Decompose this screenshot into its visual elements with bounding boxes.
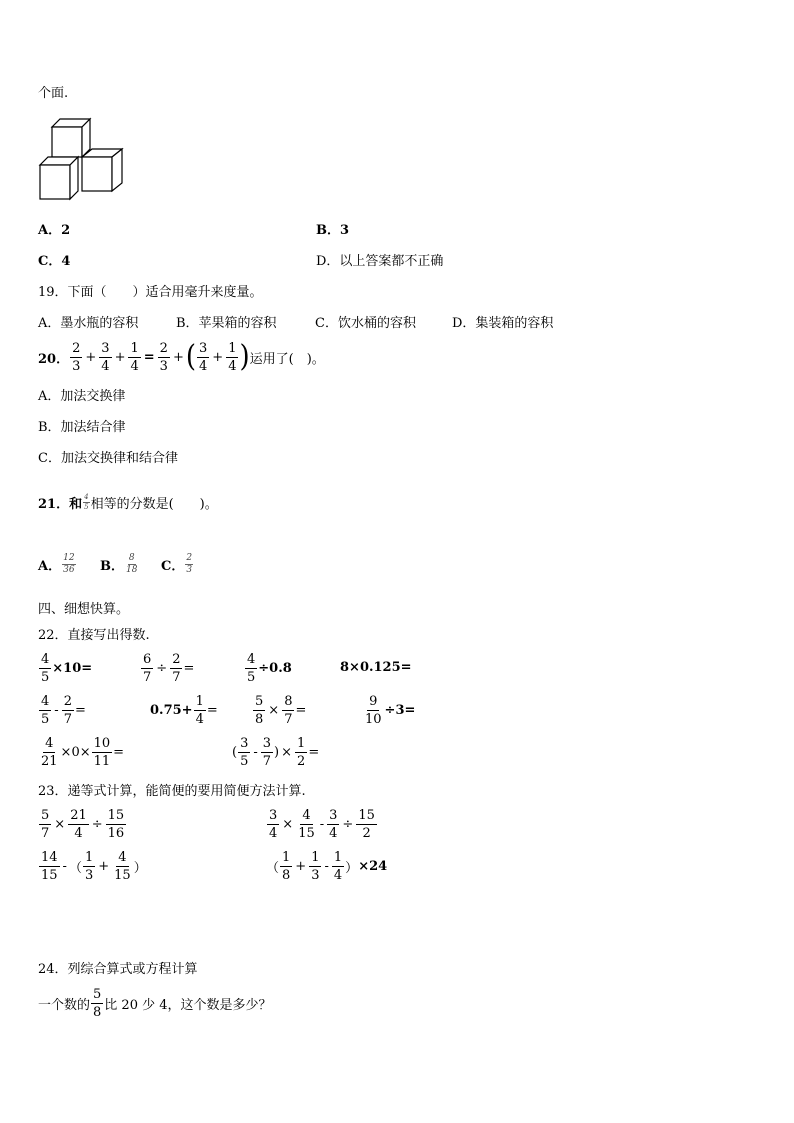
q22-expr-8: $\frac{9}{10}$ ÷3=: [365, 693, 416, 727]
q19-option-a: A．墨水瓶的容积: [38, 316, 139, 331]
q20-stem: 20． $\frac{2}{3}$ + $\frac{3}{4}$ + $\frac{1}{4}$ = $\frac{2}{3}$ + ( $\frac{3}{4}$ + $\frac{1}{4}$ ) 运用了( )。: [38, 339, 325, 375]
fraction: $\frac{1}{2}$: [297, 735, 306, 769]
fraction: $\frac{5}{8}$: [255, 693, 264, 727]
fraction: $\frac{1}{4}$: [333, 849, 343, 883]
cube-stack-figure: [38, 115, 128, 205]
fraction: $\frac{4}{5}$: [247, 651, 256, 685]
fraction: $\frac{3}{4}$: [199, 340, 208, 374]
q22-expr-9: $\frac{4}{21}$ ×0× $\frac{10}{11}$ =: [41, 735, 125, 769]
q22-expr-4: 8×0.125=: [340, 660, 412, 675]
fraction: $\frac{3}{4}$: [329, 807, 338, 841]
fraction: $\frac{1}{4}$: [195, 693, 204, 727]
fraction: $\frac{1}{4}$: [228, 340, 237, 374]
q24-problem: 一个数的 $\frac{5}{8}$ 比 20 少 4，这个数是多少？: [38, 986, 272, 1020]
fraction: $\frac{3}{7}$: [262, 735, 272, 769]
q23-expr-2: $\frac{3}{4}$ × $\frac{4}{15}$ - $\frac{3}{4}$ ÷ $\frac{15}{2}$: [269, 807, 375, 841]
bottom-left-cube: [40, 165, 70, 199]
fraction: $\frac{1}{3}$: [84, 849, 94, 883]
fraction: $\frac{2}{3}$: [72, 340, 81, 374]
q19-option-b: B．苹果箱的容积: [176, 316, 277, 331]
fraction: $\frac{10}{11}$: [93, 735, 111, 769]
q21-option-a: A． $\frac{12}{36}$: [38, 552, 75, 575]
top-cube-front-face: [52, 127, 82, 157]
fraction: $\frac{8}{18}$: [126, 552, 138, 575]
fraction: $\frac{5}{8}$: [93, 986, 102, 1020]
section-heading: 四、细想快算。: [38, 602, 130, 617]
q19-stem: 19．下面（ ）适合用毫升来度量。: [38, 285, 263, 300]
fraction: $\frac{21}{4}$: [70, 807, 87, 841]
q22-expr-3: $\frac{4}{5}$ ÷0.8: [247, 651, 292, 685]
q21-option-c: C． $\frac{2}{3}$: [161, 552, 193, 575]
q23-stem: 23．递等式计算，能简便的要用简便方法计算.: [38, 784, 306, 799]
fraction: $\frac{1}{8}$: [282, 849, 291, 883]
bottom-right-cube: [82, 157, 112, 191]
fraction: $\frac{3}{4}$: [269, 807, 278, 841]
q19-option-d: D．集装箱的容积: [452, 316, 554, 331]
q18-option-d: D．以上答案都不正确: [316, 254, 444, 269]
q21-option-b: B． $\frac{8}{18}$: [100, 552, 138, 575]
q18-option-c: C．4: [38, 254, 71, 269]
q18-option-b: B．3: [316, 223, 350, 238]
q22-expr-1: $\frac{4}{5}$ ×10=: [41, 651, 93, 685]
fraction: $\frac{15}{16}$: [107, 807, 125, 841]
q22-expr-7: $\frac{5}{8}$ × $\frac{8}{7}$ =: [255, 693, 307, 727]
q23-expr-3: $\frac{14}{15}$ - （ $\frac{1}{3}$ + $\frac{4}{15}$ ）: [41, 849, 147, 883]
fraction: $\frac{3}{4}$: [101, 340, 110, 374]
fraction: $\frac{8}{7}$: [284, 693, 293, 727]
q22-expr-10: ( $\frac{3}{5}$ - $\frac{3}{7}$ ) × $\frac{1}{2}$ =: [232, 735, 320, 769]
q23-expr-4: （ $\frac{1}{8}$ + $\frac{1}{3}$ - $\frac{1}{4}$ ） ×24: [266, 849, 388, 883]
fraction: $\frac{2}{7}$: [63, 693, 72, 727]
fraction: $\frac{4}{15}$: [114, 849, 131, 883]
fraction: $\frac{1}{3}$: [311, 849, 320, 883]
q22-stem: 22．直接写出得数.: [38, 628, 150, 643]
q20-option-a: A．加法交换律: [38, 389, 126, 404]
fraction: $\frac{2}{7}$: [172, 651, 181, 685]
fraction: $\frac{3}{5}$: [240, 735, 249, 769]
fraction: $\frac{15}{2}$: [358, 807, 375, 841]
q21-stem: 21．和 $\frac{4}{5}$ 相等的分数是( )。: [38, 492, 218, 512]
q23-expr-1: $\frac{5}{7}$ × $\frac{21}{4}$ ÷ $\frac{15}{16}$: [41, 807, 125, 841]
fraction: $\frac{4}{5}$: [84, 492, 89, 511]
continued-text: 个面.: [38, 86, 69, 101]
fraction: $\frac{1}{4}$: [130, 340, 139, 374]
fraction: $\frac{5}{7}$: [41, 807, 50, 841]
q24-stem: 24．列综合算式或方程计算: [38, 962, 198, 977]
q18-option-a: A．2: [38, 223, 71, 238]
fraction: $\frac{12}{36}$: [63, 552, 75, 575]
fraction: $\frac{6}{7}$: [143, 651, 152, 685]
q19-option-c: C．饮水桶的容积: [315, 316, 416, 331]
fraction: $\frac{4}{5}$: [41, 693, 50, 727]
fraction: $\frac{2}{3}$: [159, 340, 168, 374]
q22-expr-2: $\frac{6}{7}$ ÷ $\frac{2}{7}$ =: [143, 651, 195, 685]
fraction: $\frac{2}{3}$: [186, 552, 193, 575]
q22-expr-5: $\frac{4}{5}$ - $\frac{2}{7}$ =: [41, 693, 86, 727]
fraction: $\frac{4}{21}$: [41, 735, 58, 769]
q20-option-c: C．加法交换律和结合律: [38, 451, 178, 466]
q22-expr-6: 0.75+ $\frac{1}{4}$ =: [150, 693, 218, 727]
fraction: $\frac{4}{5}$: [41, 651, 50, 685]
fraction: $\frac{4}{15}$: [298, 807, 315, 841]
q20-option-b: B．加法结合律: [38, 420, 126, 435]
fraction: $\frac{9}{10}$: [365, 693, 382, 727]
fraction: $\frac{14}{15}$: [41, 849, 58, 883]
